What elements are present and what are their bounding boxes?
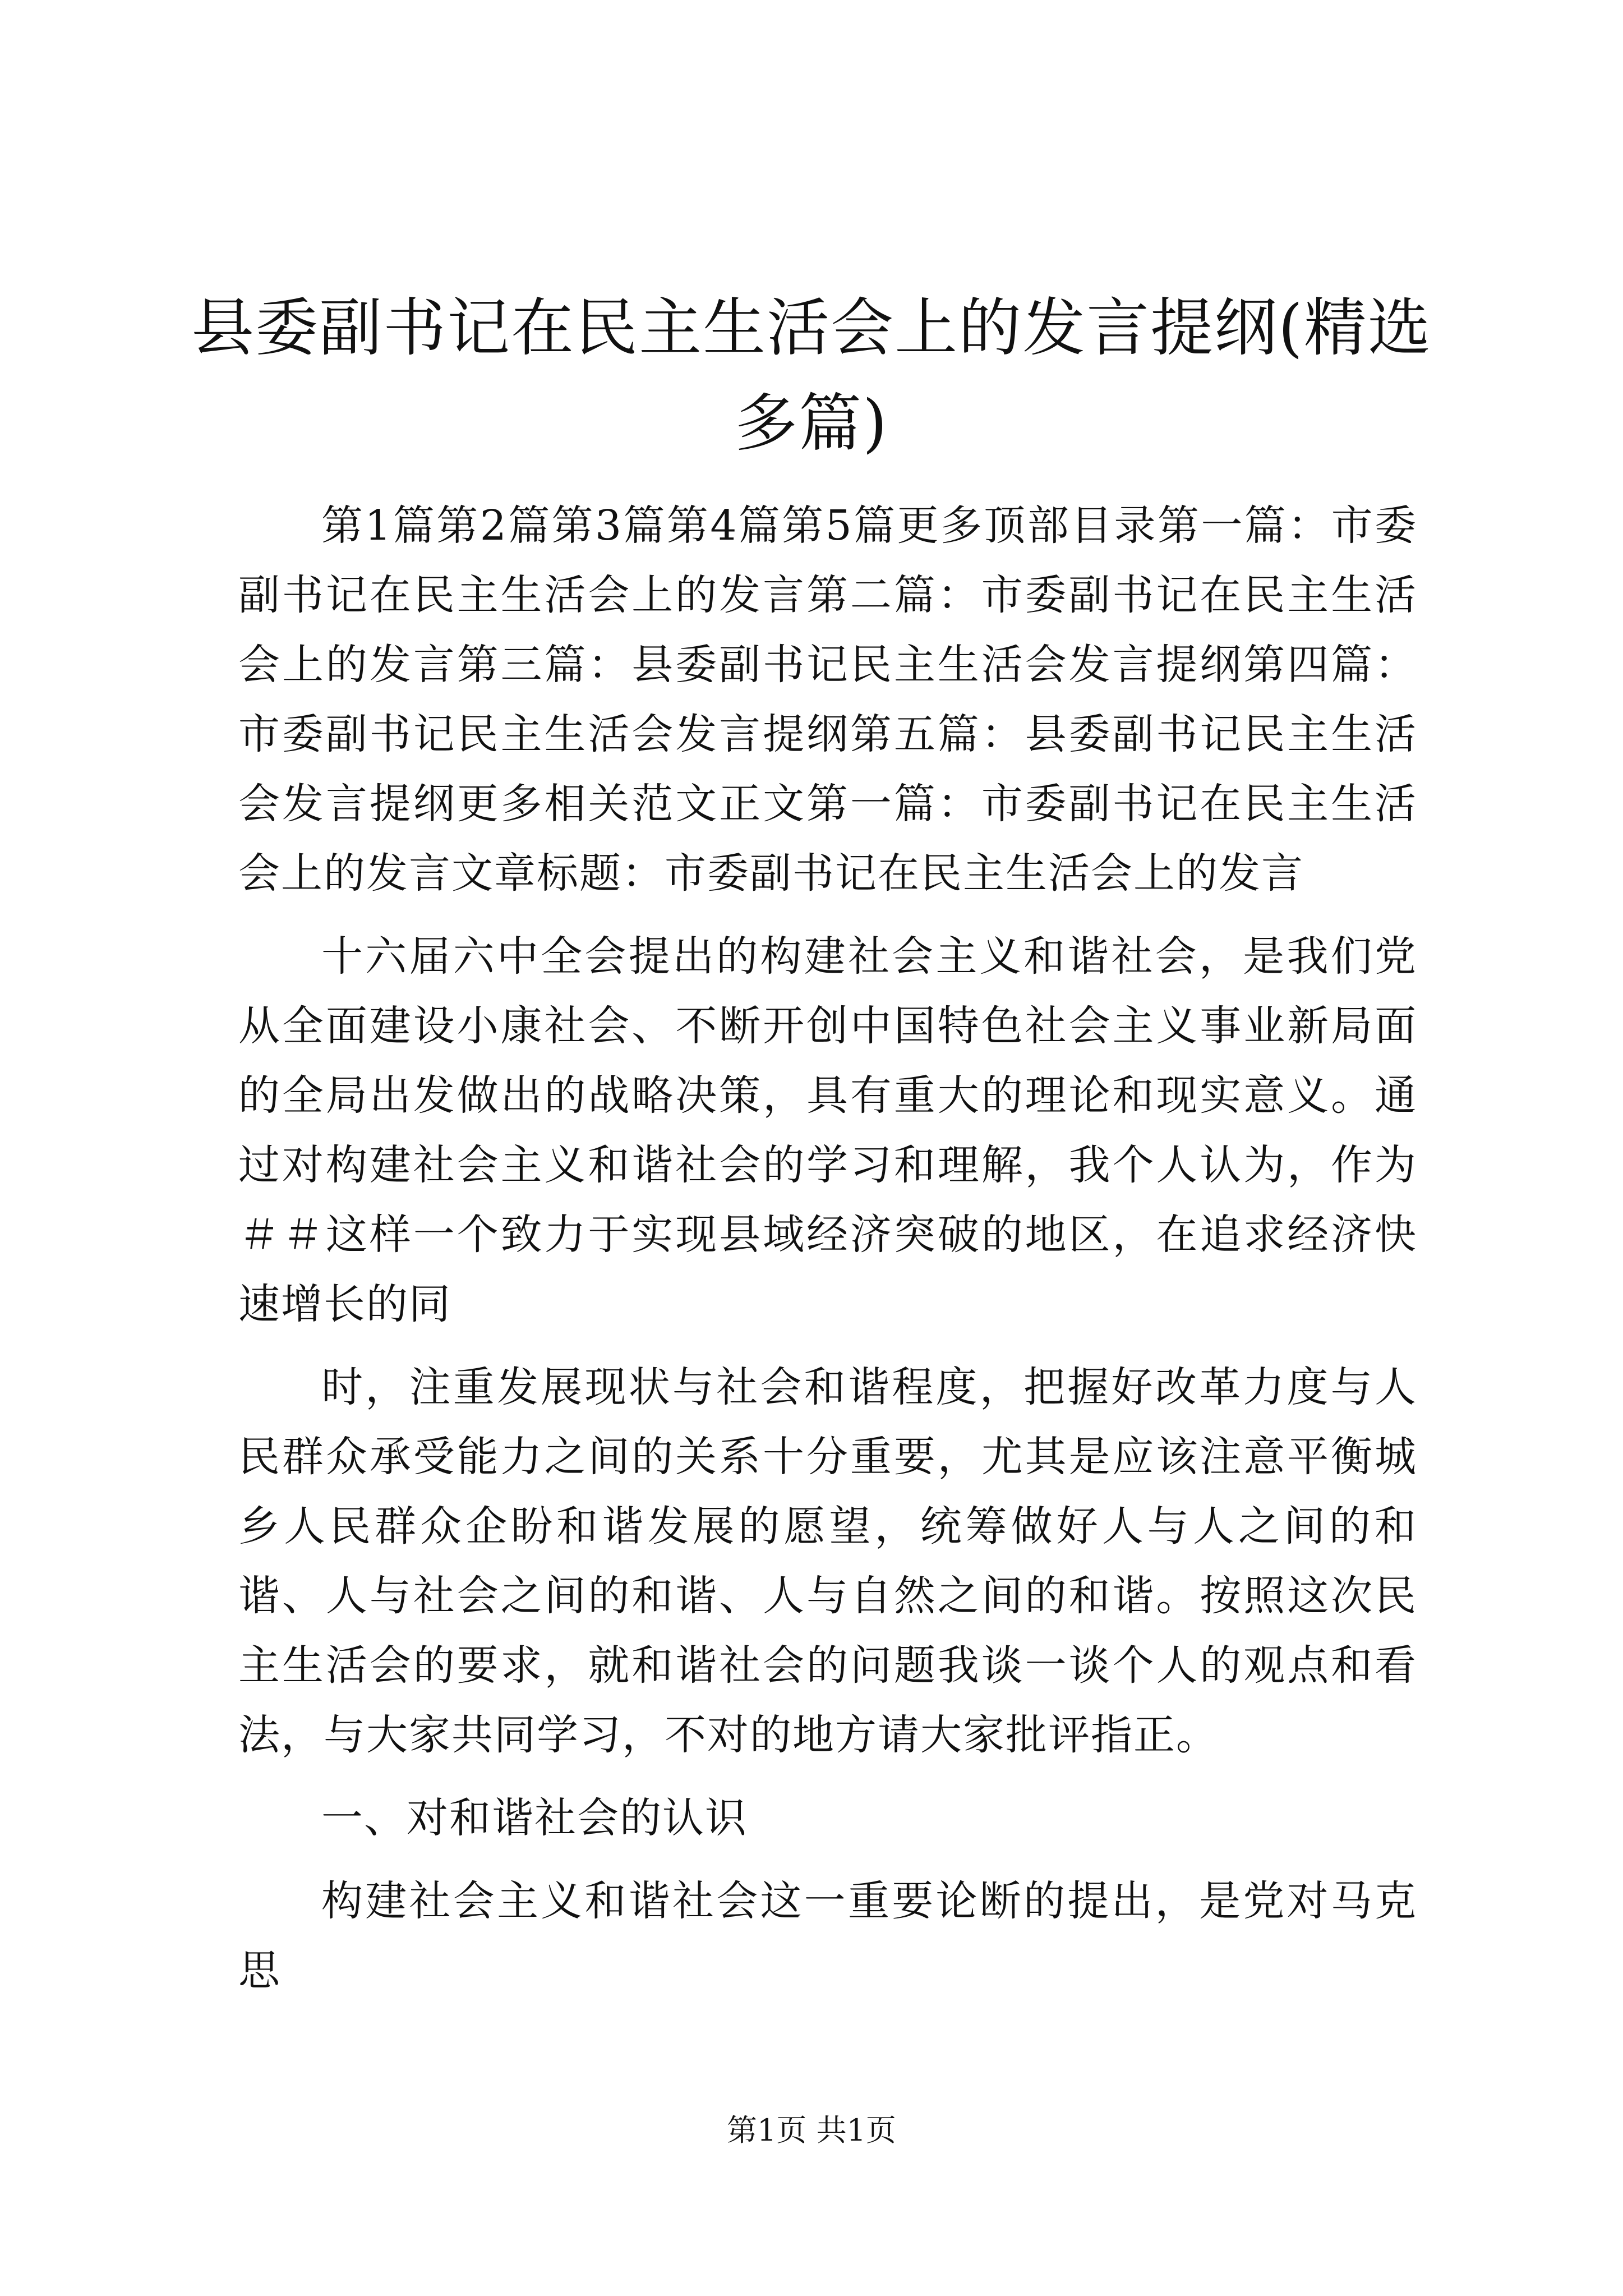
paragraph-table-of-contents: 第1篇第2篇第3篇第4篇第5篇更多顶部目录第一篇：市委副书记在民主生活会上的发言第二篇：市委副书记在民主生活会上的发言第三篇：县委副书记民主生活会发言提纲第四篇：市委副书记民主生活会发言提纲第五篇：县委副书记民主生活会发言提纲更多相关范文正文第一篇：市委副书记在民主生活会上的发言文章标题：市委副书记在民主生活会上的发言 [238, 501, 1417, 898]
section-heading: 一、对和谐社会的认识 [321, 1794, 748, 1842]
document-body [238, 491, 1417, 2019]
document-title: 县委副书记在民主生活会上的发言提纲(精选多篇) [191, 292, 1432, 460]
paragraph-intro: 十六届六中全会提出的构建社会主义和谐社会，是我们党从全面建设小康社会、不断开创中国特色社会主义事业新局面的全局出发做出的战略决策，具有重大的理论和现实意义。通过对构建社会主义和谐社会的学习和理解，我个人认为，作为＃＃这样一个致力于实现县域经济突破的地区，在追求经济快速增长的同 [238, 932, 1417, 1328]
paragraph-continuation: 时，注重发展现状与社会和谐程度，把握好改革力度与人民群众承受能力之间的关系十分重要，尤其是应该注意平衡城乡人民群众企盼和谐发展的愿望，统筹做好人与人之间的和谐、人与社会之间的和谐、人与自然之间的和谐。按照这次民主生活会的要求，就和谐社会的问题我谈一谈个人的观点和看法，与大家共同学习，不对的地方请大家批评指正。 [238, 1363, 1417, 1759]
page-number-footer: 第1页 共1页 [727, 2113, 896, 2148]
paragraph-section-one: 构建社会主义和谐社会这一重要论断的提出，是党对马克思 [238, 1877, 1417, 1995]
